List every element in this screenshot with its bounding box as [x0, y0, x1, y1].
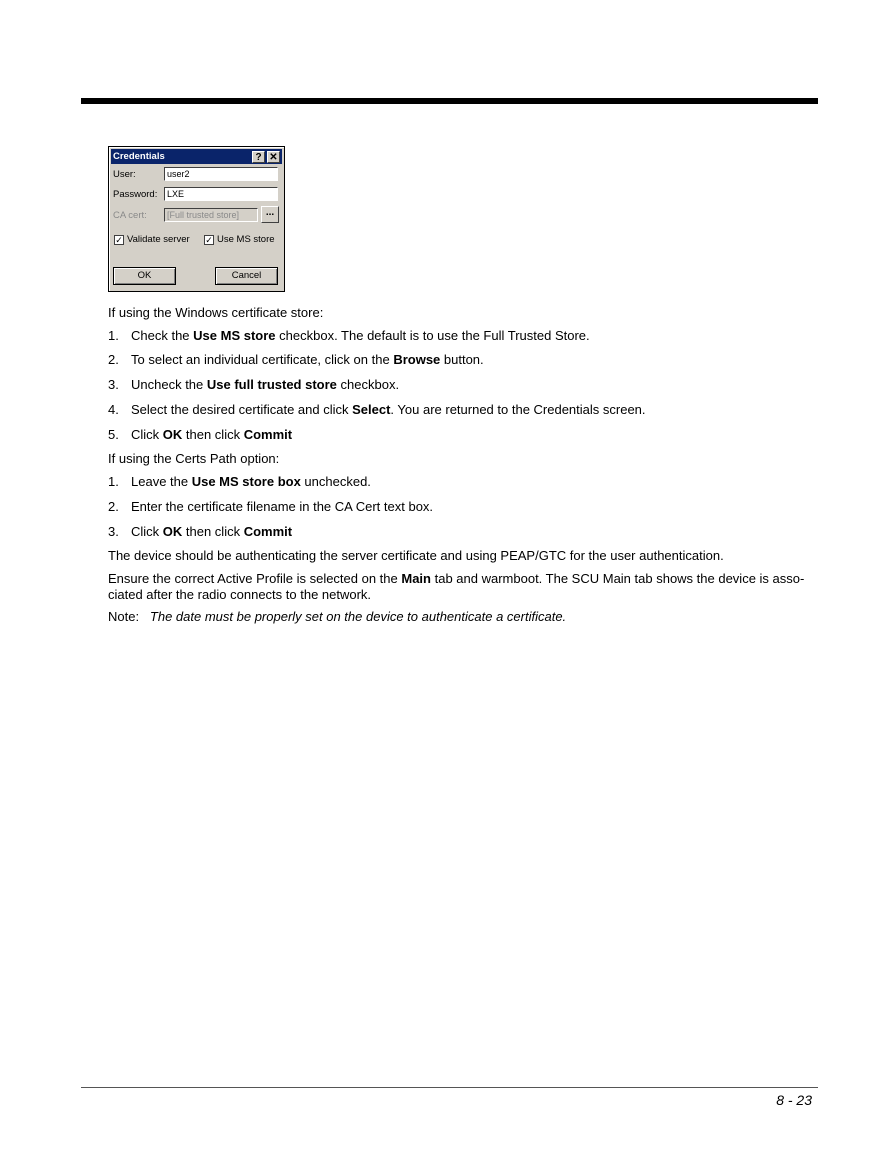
list-item: 1. Check the Use MS store checkbox. The default is to use the Full Trusted Store.	[108, 328, 590, 343]
note-text: The date must be properly set on the device to authenticate a certificate.	[149, 609, 567, 624]
footer-rule	[81, 1087, 818, 1088]
validate-server-checkbox[interactable]	[114, 234, 190, 245]
header-rule	[81, 98, 818, 104]
note-label: Note:	[108, 609, 140, 624]
list-item: 3. Click OK then click Commit	[108, 524, 293, 539]
user-field[interactable]: user2	[164, 167, 278, 181]
checkmark-icon: ✓	[205, 234, 213, 245]
help-icon[interactable]: ?	[252, 151, 265, 163]
intro-windows-store: If using the Windows certificate store:	[108, 305, 324, 320]
cancel-button[interactable]: Cancel	[215, 267, 278, 285]
ok-button[interactable]: OK	[113, 267, 176, 285]
list-item: 2. To select an individual certificate, click on the Browse button.	[108, 352, 484, 367]
checkmark-icon: ✓	[115, 234, 123, 245]
page-number: 8 - 23	[776, 1092, 812, 1108]
list-item: 1. Leave the Use MS store box unchecked.	[108, 474, 371, 489]
browse-button[interactable]: ...	[261, 206, 279, 223]
ca-cert-field: [Full trusted store]	[164, 208, 258, 222]
password-field[interactable]: LXE	[164, 187, 278, 201]
use-ms-store-label: Use MS store	[217, 234, 275, 245]
validate-server-label: Validate server	[127, 234, 190, 245]
credentials-dialog	[108, 146, 285, 292]
password-label: Password:	[113, 189, 158, 200]
intro-certs-path: If using the Certs Path option:	[108, 451, 280, 466]
note	[108, 609, 566, 624]
list-item: 2. Enter the certificate filename in the CA Cert text box.	[108, 499, 434, 514]
dialog-titlebar	[111, 149, 282, 164]
list-item: 5. Click OK then click Commit	[108, 427, 293, 442]
list-item: 3. Uncheck the Use full trusted store checkbox.	[108, 377, 400, 392]
dialog-title: Credentials	[113, 151, 165, 162]
user-label: User:	[113, 169, 136, 180]
paragraph-auth: The device should be authenticating the server certificate and using PEAP/GTC for the user authentication.	[108, 548, 724, 563]
list-item: 4. Select the desired certificate and click Select. You are returned to the Credentials screen.	[108, 402, 646, 417]
ca-cert-label: CA cert:	[113, 210, 147, 221]
use-ms-store-checkbox[interactable]	[204, 234, 275, 245]
paragraph-profile: Ensure the correct Active Profile is selected on the Main tab and warmboot. The SCU Main tab shows the device is asso-ciated after the radio connects to the network.	[108, 571, 805, 602]
close-icon[interactable]: ✕	[267, 151, 280, 163]
